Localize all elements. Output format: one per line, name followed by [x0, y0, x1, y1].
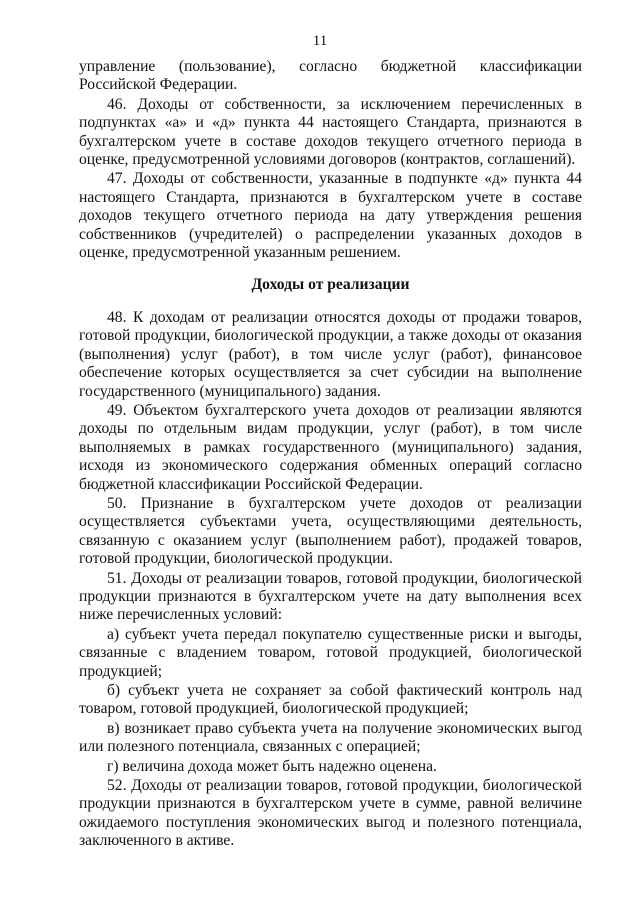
section-heading: Доходы от реализации	[251, 276, 410, 294]
list-item-51a: а) субъект учета передал покупателю существенные риски и выгоды, связанные с владением товаром, готовой продукцией, биологической продукцией;	[79, 625, 582, 680]
paragraph-51: 51. Доходы от реализации товаров, готовой продукции, биологической продукции признаются в бухгалтерском учете на дату выполнения всех ниже перечисленных условий:	[79, 569, 582, 624]
list-item-51d: г) величина дохода может быть надежно оценена.	[107, 757, 437, 775]
page-number: 11	[312, 33, 328, 49]
paragraph-46: 46. Доходы от собственности, за исключением перечисленных в подпунктах «а» и «д» пункта 44 настоящего Стандарта, признаются в бухгалтерском учете в составе доходов текущего отчетного периода в оценке, предусмотренной условиями договоров (контрактов, соглашений).	[79, 95, 582, 169]
list-item-51c: в) возникает право субъекта учета на получение экономических выгод или полезного потенциала, связанных с операцией;	[79, 719, 582, 756]
list-item-51b: б) субъект учета не сохраняет за собой фактический контроль над товаром, готовой продукцией, биологической продукцией;	[79, 682, 582, 718]
paragraph-48: 48. К доходам от реализации относятся доходы от продажи товаров, готовой продукции, биологической продукции, а также доходы от оказания (выполнения) услуг (работ), в том числе услуг (работ), финансовое обеспечение которых осуществляется за счет субсидии на выполнение государственного (муниципального) задания.	[79, 308, 582, 400]
paragraph-49: 49. Объектом бухгалтерского учета доходов от реализации являются доходы по отдельным видам продукции, услуг (работ), в том числе выполняемых в рамках государственного (муниципального) задания, исходя из экономического содержания обменных операций согласно бюджетной классификации Российской Федерации.	[79, 401, 582, 493]
paragraph-52: 52. Доходы от реализации товаров, готовой продукции, биологической продукции признаются в бухгалтерском учете в сумме, равной величине ожидаемого поступления экономических выгод и полезного потенциала, заключенного в активе.	[79, 777, 582, 850]
paragraph-47: 47. Доходы от собственности, указанные в подпункте «д» пункта 44 настоящего Стандарта, признаются в бухгалтерском учете в составе доходов текущего отчетного периода на дату утверждения решения собственников (учредителей) о распределении указанных доходов в оценке, предусмотренной указанным решением.	[79, 170, 582, 262]
paragraph-50: 50. Признание в бухгалтерском учете доходов от реализации осуществляется субъектами учета, осуществляющими деятельность, связанную с оказанием услуг (выполнением работ), продажей товаров, готовой продукции, биологической продукции.	[79, 494, 582, 568]
document-body	[79, 58, 582, 852]
paragraph-continuation: управление (пользование), согласно бюджетной классификации Российской Федерации.	[79, 58, 582, 94]
